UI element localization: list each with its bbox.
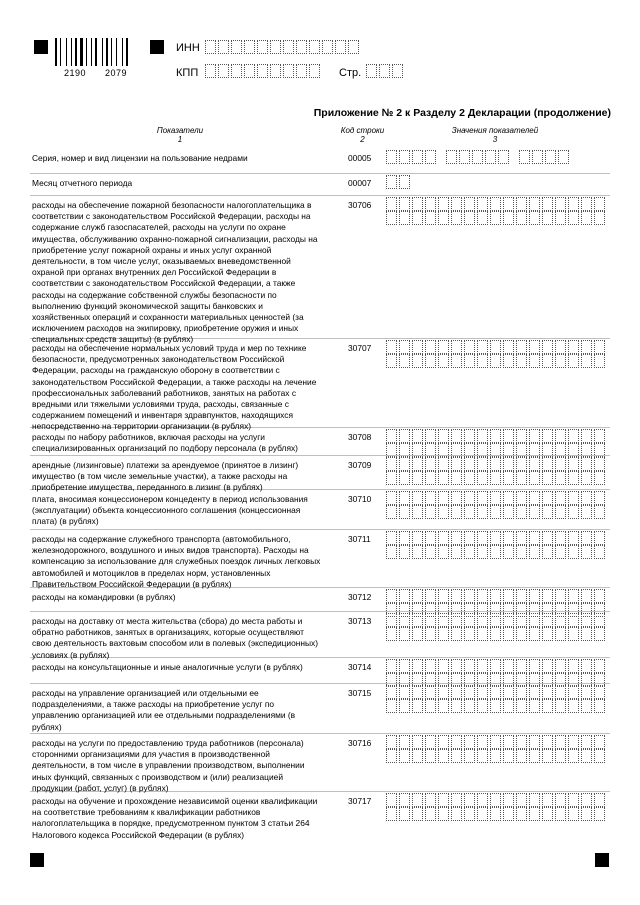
row-label: расходы на консультационные и иные аналогичные услуги (в рублях) (32, 662, 303, 672)
row-code: 30714 (348, 662, 372, 672)
value-field-second-line[interactable] (386, 699, 607, 713)
row-code: 30716 (348, 738, 372, 748)
row-label: расходы на обеспечение нормальных условий труда и мер по технике безопасности, предусмотренных законодательством Российской Федерации, расходы на гражданскую оборону в соответствии с законодательством Российской Федерации, а также расходы на лечение профессиональных заболеваний работников, занятых на работах с вредными или тяжелыми условиями труда, расходы, связанные с содержанием помещений и инвентаря здравпунктов, находящихся непосредственно на территории организации (в рублях) (32, 343, 317, 432)
value-field[interactable] (386, 531, 607, 545)
row-label: расходы на обеспечение пожарной безопасности налогоплательщика в соответствии с законодательством Российской Федерации, расходы на содержание служб газоспасателей, расходы на услуги по охране имущества, обслуживанию охранно-пожарной сигнализации, расходы на приобретение услуг пожарной охраны и иных услуг охранной деятельности, в том числе услуг, оказываемых вневедомственной охраной при органах внутренних дел Российской Федерации в соответствии с законодательством Российской Федерации, а также расходы на содержание собственной службы безопасности по выполнению функций экономической защиты банковских и хозяйственных операций и сохранности материальных ценностей (за исключением расходов на экипировку, приобретение оружия и иных специальных средств защиты) (в рублях) (32, 200, 318, 345)
row-separator (30, 338, 610, 339)
row-code: 00005 (348, 153, 372, 163)
value-field[interactable] (386, 491, 607, 505)
kpp-label: КПП (176, 67, 199, 79)
row-code: 30717 (348, 796, 372, 806)
row-label: расходы на услуги по предоставлению труда работников (персонала) сторонними организациями для участия в производственной деятельности, в том числе в управлении производством, выполнении иных функций, связанных с производством и (или) реализацией продукции (работ, услуг) (в рублях) (32, 738, 305, 793)
value-field-second-line[interactable] (386, 807, 607, 821)
row-separator (30, 611, 610, 612)
row-label: расходы на управление организацией или отдельными ее подразделениями, а также расходы на приобретение услуг по управлению организацией или ее отдельными подразделениями (в рублях) (32, 688, 296, 732)
barcode-number-right: 2079 (105, 68, 128, 78)
corner-marker-bottom-right (595, 853, 609, 867)
value-field-second-line[interactable] (386, 749, 607, 763)
page-label: Стр. (339, 67, 362, 79)
page-title: Приложение № 2 к Разделу 2 Декларации (продолжение) (313, 107, 611, 119)
row-code: 30706 (348, 200, 372, 210)
column-heading-values: Значения показателей 3 (451, 126, 539, 144)
value-field[interactable] (386, 197, 607, 211)
value-field-second-line[interactable] (386, 354, 607, 368)
corner-marker-bottom-left (30, 853, 44, 867)
column-heading-indicators: Показатели 1 (156, 126, 204, 144)
value-field-second-line[interactable] (386, 471, 607, 485)
row-separator (30, 173, 610, 174)
row-label: расходы по набору работников, включая расходы на услуги специализированных организаций по подбору персонала (в рублях) (32, 432, 298, 454)
value-field[interactable] (386, 793, 607, 807)
row-label: расходы на обучение и прохождение независимой оценки квалификации на соответствие требованиям к квалификации работников налогоплательщика в порядке, предусмотренном пунктом 3 статьи 264 Налогового кодекса Российской Федерации (в рублях) (32, 796, 318, 840)
value-field[interactable] (386, 457, 607, 471)
value-field[interactable] (386, 340, 607, 354)
row-label: расходы на доставку от места жительства (сбора) до места работы и обратно работников, занятых в организациях, которые осуществляют свою деятельность вахтовым способом или в полевых (экспедиционных) условиях (в рублях) (32, 616, 319, 660)
row-label: Месяц отчетного периода (32, 178, 133, 188)
barcode (55, 38, 139, 66)
value-field[interactable] (386, 613, 607, 627)
value-field[interactable] (386, 429, 607, 443)
value-field[interactable] (386, 659, 607, 673)
kpp-field[interactable] (205, 64, 322, 78)
month-field[interactable] (386, 175, 412, 189)
value-field[interactable] (386, 589, 607, 603)
value-field[interactable] (386, 685, 607, 699)
corner-marker-top-left (34, 40, 48, 54)
row-separator (30, 587, 610, 588)
value-field-second-line[interactable] (386, 627, 607, 641)
value-field[interactable] (386, 735, 607, 749)
row-label: Серия, номер и вид лицензии на пользование недрами (32, 153, 248, 163)
row-separator (30, 683, 610, 684)
row-label: плата, вносимая концессионером концеденту в период использования (эксплуатации) объекта концессионного соглашения (концессионная плата) (в рублях) (32, 494, 308, 527)
inn-label: ИНН (176, 42, 200, 54)
column-heading-code: Код строки 2 (340, 126, 385, 144)
row-code: 30712 (348, 592, 372, 602)
row-code: 30710 (348, 494, 372, 504)
inn-field[interactable] (205, 40, 361, 54)
value-field-second-line[interactable] (386, 545, 607, 559)
row-code: 30708 (348, 432, 372, 442)
row-separator (30, 529, 610, 530)
row-separator (30, 455, 610, 456)
page-field[interactable] (366, 64, 405, 78)
row-label: арендные (лизинговые) платежи за арендуемое (принятое в лизинг) имущество (в том числе земельные участки), а также расходы на приобретение имущества, переданного в лизинг (в рублях) (32, 460, 299, 493)
row-code: 30713 (348, 616, 372, 626)
row-separator (30, 195, 610, 196)
license-field[interactable] (386, 150, 571, 164)
row-label: расходы на содержание служебного транспорта (автомобильного, железнодорожного, воздушного и иных видов транспорта). Расходы на компенсацию за использование для служебных поездок личных легковых автомобилей и мотоциклов в пределах норм, установленных Правительством Российской Федерации (в рублях) (32, 534, 321, 589)
row-separator (30, 733, 610, 734)
row-code: 30715 (348, 688, 372, 698)
value-field-second-line[interactable] (386, 505, 607, 519)
row-code: 30709 (348, 460, 372, 470)
row-separator (30, 791, 610, 792)
row-separator (30, 657, 610, 658)
barcode-number-left: 2190 (64, 68, 87, 78)
row-separator (30, 427, 610, 428)
row-separator (30, 489, 610, 490)
corner-marker-top-right (150, 40, 164, 54)
row-code: 00007 (348, 178, 372, 188)
row-code: 30711 (348, 534, 371, 544)
value-field-second-line[interactable] (386, 211, 607, 225)
row-label: расходы на командировки (в рублях) (32, 592, 176, 602)
row-code: 30707 (348, 343, 372, 353)
